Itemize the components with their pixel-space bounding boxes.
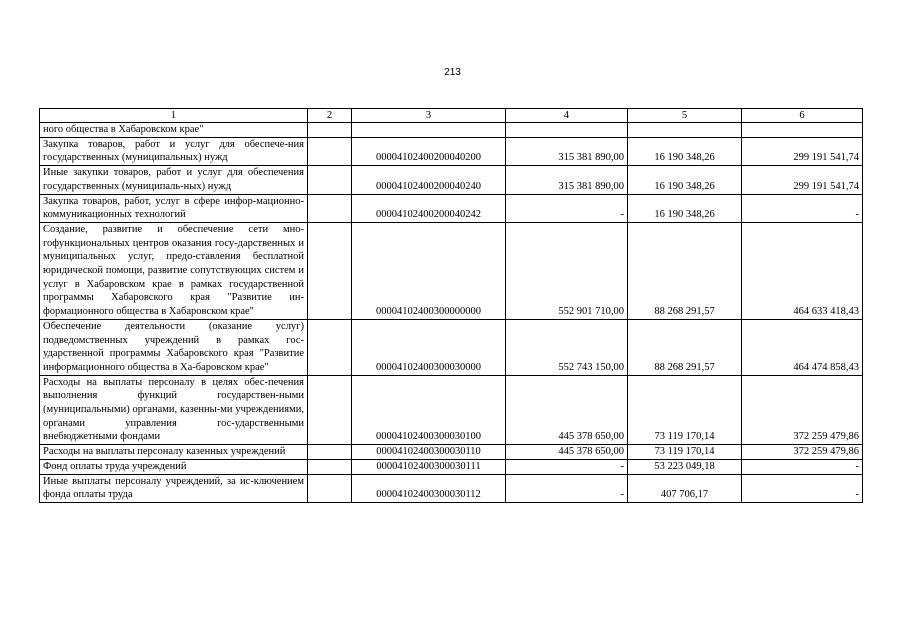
header-row bbox=[40, 109, 863, 123]
row-value-col6: 372 259 479,86 bbox=[742, 445, 863, 460]
row-value-col6: 464 474 858,43 bbox=[742, 319, 863, 375]
row-col2 bbox=[308, 194, 352, 222]
header-cell-2: 2 bbox=[308, 109, 352, 123]
header-cell-3: 3 bbox=[352, 109, 506, 123]
row-code bbox=[352, 123, 506, 138]
table-row bbox=[40, 222, 863, 319]
row-description: Иные выплаты персоналу учреждений, за ис-ключением фонда оплаты труда bbox=[40, 474, 308, 502]
row-description: Закупка товаров, работ, услуг в сфере инфор-мационно-коммуникационных технологий bbox=[40, 194, 308, 222]
row-value-col4: - bbox=[506, 474, 628, 502]
row-value-col5: 73 119 170,14 bbox=[628, 445, 742, 460]
row-value-col6: 299 191 541,74 bbox=[742, 137, 863, 165]
table-row bbox=[40, 445, 863, 460]
row-code: 00004102400200040242 bbox=[352, 194, 506, 222]
row-value-col5: 16 190 348,26 bbox=[628, 194, 742, 222]
table-row bbox=[40, 375, 863, 445]
row-code: 00004102400200040200 bbox=[352, 137, 506, 165]
row-value-col5: 407 706,17 bbox=[628, 474, 742, 502]
row-col2 bbox=[308, 319, 352, 375]
header-cell-1: 1 bbox=[40, 109, 308, 123]
row-code: 00004102400300030000 bbox=[352, 319, 506, 375]
row-value-col5: 16 190 348,26 bbox=[628, 137, 742, 165]
table-row bbox=[40, 474, 863, 502]
row-description: Закупка товаров, работ и услуг для обеспече-ния государственных (муниципальных) нужд bbox=[40, 137, 308, 165]
row-value-col4: - bbox=[506, 194, 628, 222]
table-row bbox=[40, 123, 863, 138]
row-value-col6: 299 191 541,74 bbox=[742, 166, 863, 194]
header-cell-6: 6 bbox=[742, 109, 863, 123]
page-number: 213 bbox=[444, 67, 461, 78]
row-code: 00004102400200040240 bbox=[352, 166, 506, 194]
budget-table bbox=[39, 108, 863, 503]
table-row bbox=[40, 166, 863, 194]
row-col2 bbox=[308, 445, 352, 460]
row-col2 bbox=[308, 459, 352, 474]
row-value-col5 bbox=[628, 123, 742, 138]
row-value-col4: 445 378 650,00 bbox=[506, 375, 628, 445]
table-row bbox=[40, 319, 863, 375]
row-value-col4: 445 378 650,00 bbox=[506, 445, 628, 460]
table-row bbox=[40, 137, 863, 165]
row-col2 bbox=[308, 123, 352, 138]
row-col2 bbox=[308, 137, 352, 165]
row-value-col6: - bbox=[742, 459, 863, 474]
row-value-col5: 88 268 291,57 bbox=[628, 222, 742, 319]
row-code: 00004102400300030112 bbox=[352, 474, 506, 502]
row-value-col4: 315 381 890,00 bbox=[506, 166, 628, 194]
row-value-col6: 464 633 418,43 bbox=[742, 222, 863, 319]
row-value-col6 bbox=[742, 123, 863, 138]
table-row bbox=[40, 459, 863, 474]
row-code: 00004102400300000000 bbox=[352, 222, 506, 319]
row-description: Фонд оплаты труда учреждений bbox=[40, 459, 308, 474]
row-col2 bbox=[308, 375, 352, 445]
row-value-col6: 372 259 479,86 bbox=[742, 375, 863, 445]
row-code: 00004102400300030100 bbox=[352, 375, 506, 445]
row-value-col4: 552 901 710,00 bbox=[506, 222, 628, 319]
row-value-col5: 73 119 170,14 bbox=[628, 375, 742, 445]
row-value-col6: - bbox=[742, 474, 863, 502]
row-description: ного общества в Хабаровском крае" bbox=[40, 123, 308, 138]
row-col2 bbox=[308, 222, 352, 319]
row-value-col4 bbox=[506, 123, 628, 138]
row-code: 00004102400300030111 bbox=[352, 459, 506, 474]
row-value-col5: 53 223 049,18 bbox=[628, 459, 742, 474]
row-value-col5: 88 268 291,57 bbox=[628, 319, 742, 375]
row-value-col4: - bbox=[506, 459, 628, 474]
row-description: Расходы на выплаты персоналу казенных учреждений bbox=[40, 445, 308, 460]
row-value-col6: - bbox=[742, 194, 863, 222]
row-value-col4: 552 743 150,00 bbox=[506, 319, 628, 375]
row-code: 00004102400300030110 bbox=[352, 445, 506, 460]
row-description: Иные закупки товаров, работ и услуг для обеспечения государственных (муниципаль-ных) нужд bbox=[40, 166, 308, 194]
row-col2 bbox=[308, 166, 352, 194]
row-description: Создание, развитие и обеспечение сети мно-гофункциональных центров оказания госу-дарственных и муниципальных услуг, предо-ставления бесплатной юридической помощи, развитие сопутствующих систем и услуг в Хабаровском крае в рамках государственной программы Хабаровского края "Развитие ин-формационного общества в Хабаровском крае" bbox=[40, 222, 308, 319]
row-description: Обеспечение деятельности (оказание услуг) подведомственных учреждений в рамках гос-ударственной программы Хабаровского края "Развитие информационного общества в Ха-баровском крае" bbox=[40, 319, 308, 375]
row-description: Расходы на выплаты персоналу в целях обес-печения выполнения функций государствен-ными (муниципальными) органами, казенны-ми учреждениями, органами управления гос-ударственными внебюджетными фондами bbox=[40, 375, 308, 445]
row-col2 bbox=[308, 474, 352, 502]
row-value-col4: 315 381 890,00 bbox=[506, 137, 628, 165]
header-cell-5: 5 bbox=[628, 109, 742, 123]
table-row bbox=[40, 194, 863, 222]
row-value-col5: 16 190 348,26 bbox=[628, 166, 742, 194]
header-cell-4: 4 bbox=[506, 109, 628, 123]
